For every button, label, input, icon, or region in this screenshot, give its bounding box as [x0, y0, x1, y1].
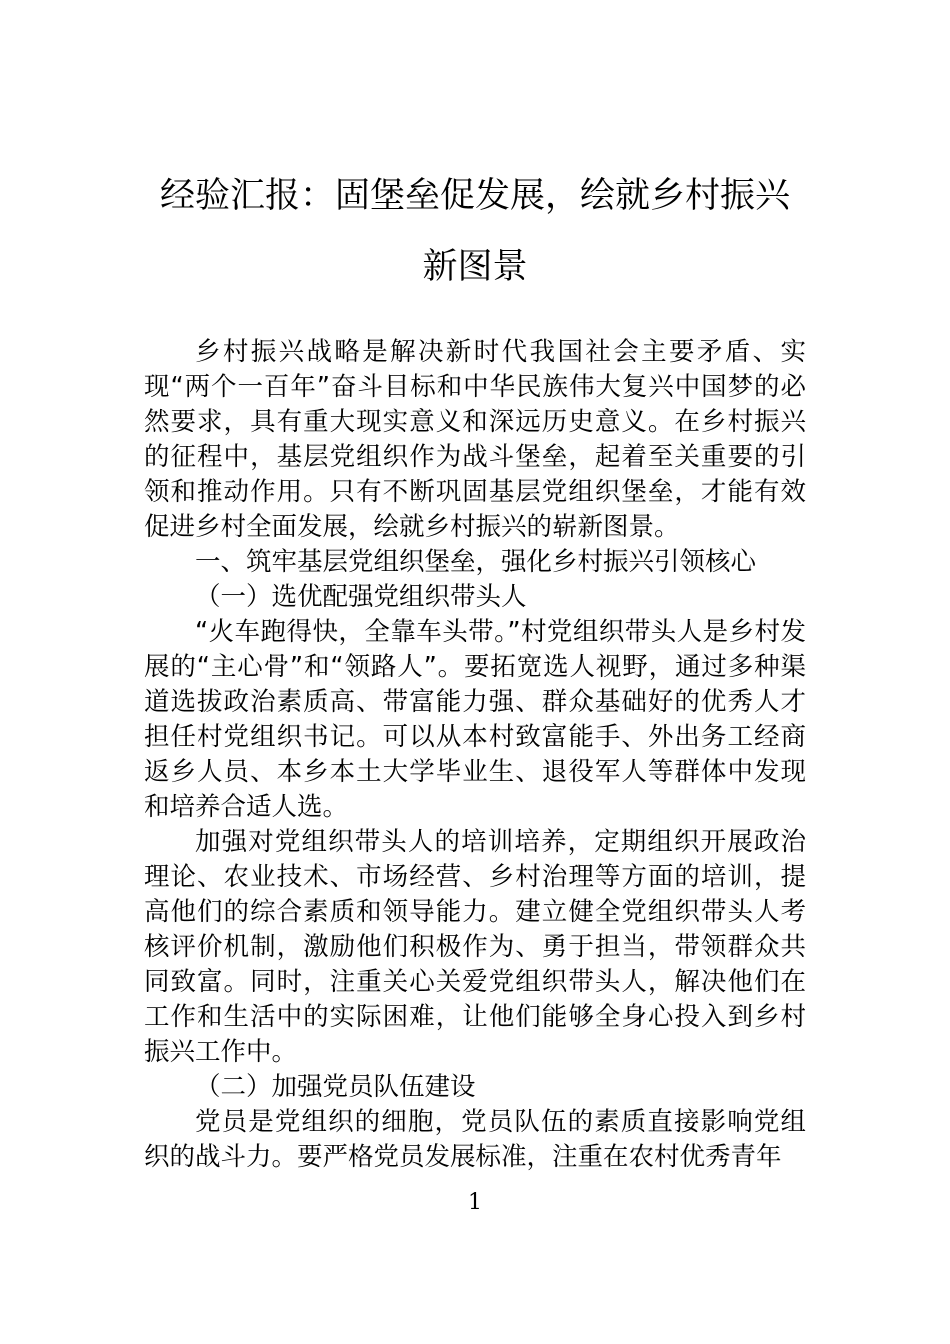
- document-body: [144, 335, 806, 1175]
- paragraph-intro: 乡村振兴战略是解决新时代我国社会主要矛盾、实现“两个一百年”奋斗目标和中华民族伟大复兴中国梦的必然要求，具有重大现实意义和深远历史意义。在乡村振兴的征程中，基层党组织作为战斗堡垒，起着至关重要的引领和推动作用。只有不断巩固基层党组织堡垒，才能有效促进乡村全面发展，绘就乡村振兴的崭新图景。: [144, 337, 806, 542]
- page-number: 1: [468, 1190, 482, 1215]
- paragraph-leader-selection: “火车跑得快，全靠车头带。”村党组织带头人是乡村发展的“主心骨”和“领路人”。要拓宽选人视野，通过多种渠道选拔政治素质高、带富能力强、群众基础好的优秀人才担任村党组织书记。可以从本村致富能手、外出务工经商返乡人员、本乡本土大学毕业生、退役军人等群体中发现和培养合适人选。: [144, 617, 806, 822]
- paragraph-party-members: 党员是党组织的细胞，党员队伍的素质直接影响党组织的战斗力。要严格党员发展标准，注重在农村优秀青年: [144, 1107, 806, 1172]
- document-title-line-2: 新图景: [422, 247, 528, 287]
- document-title-line-1: 经验汇报：固堡垒促发展，绘就乡村振兴: [159, 176, 790, 216]
- subsection-heading-2: （二）加强党员队伍建设: [195, 1072, 476, 1102]
- section-heading-1: 一、筑牢基层党组织堡垒，强化乡村振兴引领核心: [195, 547, 757, 577]
- paragraph-leader-training: 加强对党组织带头人的培训培养，定期组织开展政治理论、农业技术、市场经营、乡村治理等方面的培训，提高他们的综合素质和领导能力。建立健全党组织带头人考核评价机制，激励他们积极作为、勇于担当，带领群众共同致富。同时，注重关心关爱党组织带头人，解决他们在工作和生活中的实际困难，让他们能够全身心投入到乡村振兴工作中。: [144, 827, 806, 1067]
- subsection-heading-1: （一）选优配强党组织带头人: [195, 582, 527, 612]
